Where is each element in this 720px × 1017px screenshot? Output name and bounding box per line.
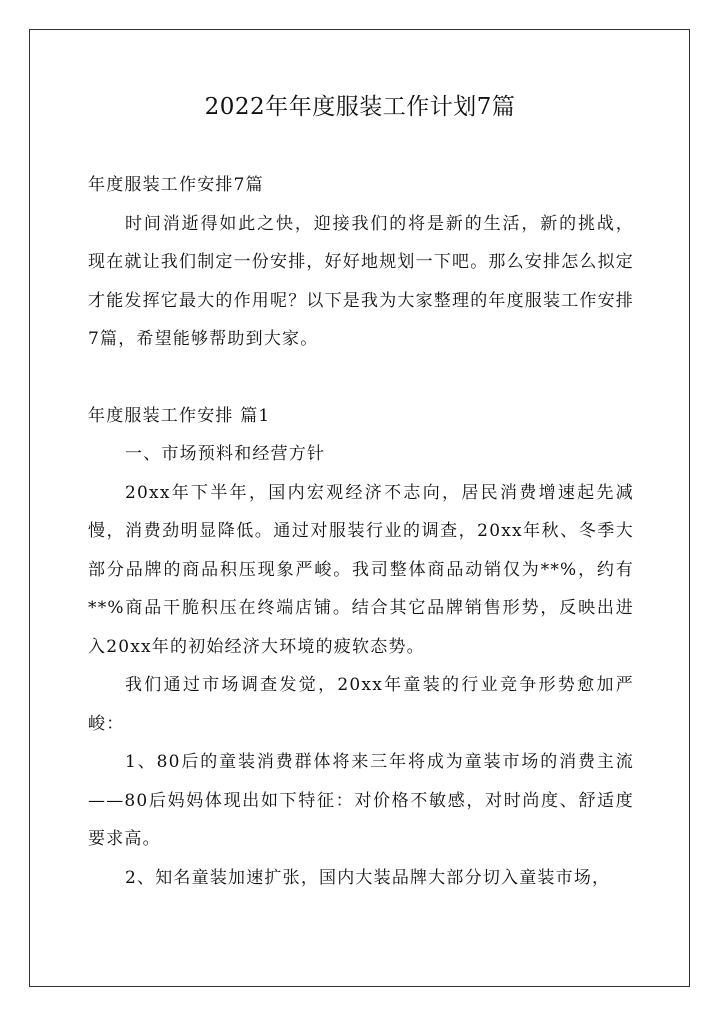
document-body (88, 166, 634, 897)
intro-heading: 年度服装工作安排7篇 (88, 175, 264, 195)
body-paragraph: 我们通过市场调查发觉，20xx年童装的行业竞争形势愈加严峻： (88, 675, 634, 734)
body-paragraph: 2、知名童装加速扩张，国内大装品牌大部分切入童装市场， (125, 867, 611, 888)
sub-heading: 一、市场预料和经营方针 (125, 444, 326, 464)
section-heading: 年度服装工作安排 篇1 (88, 405, 271, 426)
document-title: 2022年年度服装工作计划7篇 (204, 94, 516, 120)
body-paragraph: 1、80后的童装消费群体将来三年将成为童装市场的消费主流——80后妈妈体现出如下特征：对价格不敏感，对时尚度、舒适度要求高。 (88, 752, 634, 849)
body-paragraph: 20xx年下半年，国内宏观经济不志向，居民消费增速起先减慢，消费劲明显降低。通过对服装行业的调查，20xx年秋、冬季大部分品牌的商品积压现象严峻。我司整体商品动销仅为**%，约有**%商品干脆积压在终端店铺。结合其它品牌销售形势，反映出进入20xx年的初始经济大环境的疲软态势。 (88, 482, 634, 657)
intro-paragraph: 时间消逝得如此之快，迎接我们的将是新的生活，新的挑战，现在就让我们制定一份安排，好好地规划一下吧。那么安排怎么拟定才能发挥它最大的作用呢？以下是我为大家整理的年度服装工作安排7篇，希望能够帮助到大家。 (88, 213, 634, 349)
